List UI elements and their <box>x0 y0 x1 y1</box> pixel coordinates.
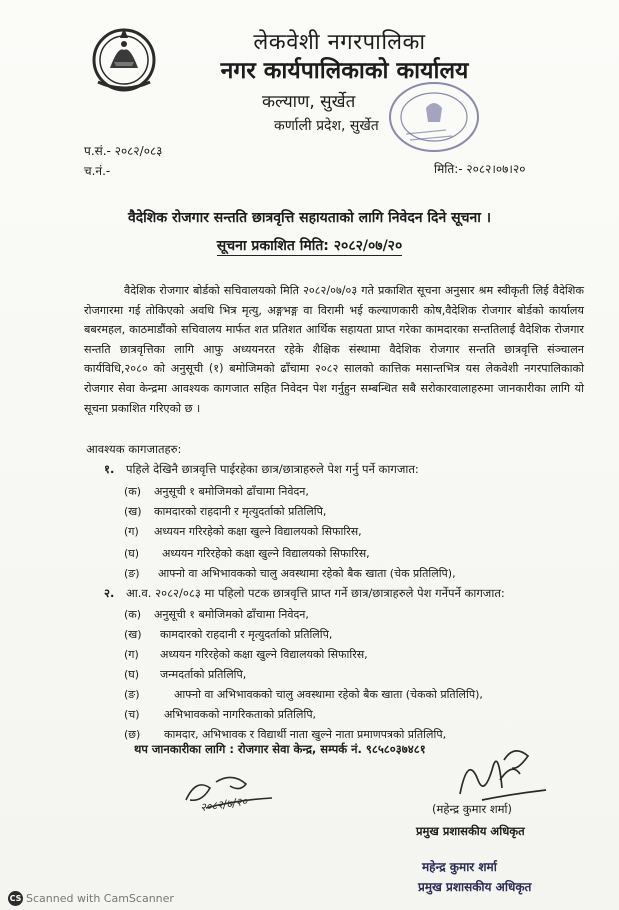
list-text: अनुसूची १ बमोजिमको ढाँचामा निवेदन, <box>154 485 309 498</box>
list-item <box>124 607 564 623</box>
list-marker: (ङ) <box>124 688 140 701</box>
published-date-text: सूचना प्रकाशित मिति: २०८२/०७/२० <box>216 238 403 254</box>
list-item <box>124 687 564 703</box>
list-marker: (ग) <box>124 525 139 538</box>
list-text: अध्ययन गरिरहेको कक्षा खुल्ने विद्यालयको सिफारिस, <box>154 525 362 538</box>
province-name: कर्णाली प्रदेश, सुर्खेत <box>274 118 379 134</box>
documents-heading: आवश्यक कागजातहरु: <box>86 442 182 456</box>
seal-designation: प्रमुख प्रशासकीय अधिकृत <box>418 880 532 894</box>
list-text: जन्मदर्ताको प्रतिलिपि, <box>160 668 247 681</box>
list-item <box>124 484 564 500</box>
list-marker: (क) <box>124 485 142 498</box>
dispatch-number: च.नं.- <box>84 164 111 178</box>
list-item <box>124 546 564 562</box>
list-marker: (छ) <box>124 728 141 741</box>
section-2-heading <box>104 586 505 601</box>
section-1-title: पहिले देखिनै छात्रवृत्ति पाईरहेका छात्र/छात्राहरुले पेश गर्नु पर्ने कागजात: <box>126 462 419 476</box>
notice-date: मिति:- २०८२।०७।२० <box>434 162 526 176</box>
office-stamp-icon <box>386 78 482 156</box>
list-marker: (च) <box>124 708 140 721</box>
office-name: नगर कार्यपालिकाको कार्यालय <box>220 58 469 84</box>
list-text: अध्ययन गरिरहेको कक्षा खुल्ने विद्यालयको सिफारिस, <box>162 547 370 560</box>
list-marker: (ख) <box>124 628 142 641</box>
section-2-title: आ.व. २०८२/०८३ मा पहिलो पटक छात्रवृत्ति प्राप्त गर्ने छात्र/छात्राहरुले पेश गर्नेपर्ने कागजात: <box>126 586 505 600</box>
section-1-heading <box>104 462 419 477</box>
scanner-watermark: Scanned with CamScanner <box>26 892 174 905</box>
signatory-name: (महेन्द्र कुमार शर्मा) <box>432 802 512 816</box>
officer-signature-icon <box>442 740 552 806</box>
fiscal-year-ref: प.सं.- २०८२/०८३ <box>84 144 163 158</box>
list-marker: (ङ) <box>124 567 140 580</box>
list-marker: (क) <box>124 608 142 621</box>
list-item <box>124 524 564 540</box>
contact-info: थप जानकारीका लागि : रोजगार सेवा केन्द्र, सम्पर्क नं. ९८५८०३७४८१ <box>134 742 426 756</box>
office-location: कल्याण, सुर्खेत <box>262 92 356 112</box>
list-item <box>124 627 564 643</box>
seal-name: महेन्द्र कुमार शर्मा <box>422 860 497 874</box>
section-2-number: २. <box>104 586 115 600</box>
list-marker: (घ) <box>124 668 140 681</box>
signatory-designation: प्रमुख प्रशासकीय अधिकृत <box>416 824 525 838</box>
list-item <box>124 504 564 520</box>
list-marker: (ख) <box>124 505 142 518</box>
list-marker: (घ) <box>124 547 140 560</box>
list-marker: (ग) <box>124 648 139 661</box>
list-item <box>124 566 564 582</box>
list-text: आफ्नो वा अभिभावकको चालु अवस्थामा रहेको बैक खाता (चेकको प्रतिलिपि), <box>174 688 483 701</box>
published-date <box>0 236 619 255</box>
list-text: आफ्नो वा अभिभावकको चालु अवस्थामा रहेको बैक खाता (चेक प्रतिलिपि), <box>158 567 456 580</box>
list-text: कामदारको राहदानी र मृत्युदर्ताको प्रतिलिपि, <box>154 505 327 518</box>
notice-title: वैदेशिक रोजगार सन्तति छात्रवृत्ति सहायताको लागि निवेदन दिने सूचना । <box>127 210 492 226</box>
list-text: अभिभावकको नागरिकताको प्रतिलिपि, <box>164 708 317 721</box>
notice-body: वैदेशिक रोजगार बोर्डको सचिवालयको मिति २०८२/०७/०३ गते प्रकाशित सूचना अनुसार श्रम स्वीकृती लिई वैदेशिक रोजगारमा गई तोकिएको अवधि भित्र मृत्यु, अङ्गभङ्ग वा विरामी भई कल्याणकारी कोष,वैदेशिक रोजगार बोर्डको कार्यालय बबरमहल, काठमाडौंको सचिवालय मार्फत शत प्रतिशत आर्थिक सहायता प्राप्त गरेका कामदारका सन्ततिलाई वैदेशिक रोजगार सन्तति छात्रवृत्तिका लागि आफु अध्ययनरत रहेके शैक्षिक संस्थामा वैदेशिक रोजगार सन्तति छात्रवृत्ति संञ्चालन कार्यविधि,२०८० को अनुसूची (१) बमोजिमको ढाँचामा २०८२ सालको कात्तिक मसान्तभित्र यस लेकवेशी नगरपालिकाको रोजगार सेवा केन्द्रमा आवश्यक कागजात सहित निवेदन पेश गर्नुहुन सम्बन्धित सबै सरोकारवालाहरुमा जानकारीका लागि यो सूचना प्रकाशित गरिएको छ । <box>84 284 584 415</box>
list-item <box>124 707 564 723</box>
list-text: अनुसूची १ बमोजिमको ढाँचामा निवेदन, <box>154 608 309 621</box>
camscanner-logo-icon: CS <box>8 891 23 906</box>
list-text: कामदारको राहदानी र मृत्युदर्ताको प्रतिलिपि, <box>160 628 333 641</box>
section-1-number: १. <box>104 462 115 476</box>
list-text: अध्ययन गरिरहेको कक्षा खुल्ने विद्यालयको सिफारिस, <box>160 648 368 661</box>
initials-date: २०८२/७/२० <box>199 794 249 815</box>
list-text: कामदार, अभिभावक र विद्यार्थी नाता खुल्ने नाता प्रमाणपत्रको प्रतिलिपि, <box>164 728 447 741</box>
list-item <box>124 667 564 683</box>
municipality-name: लेकवेशी नगरपालिका <box>253 30 426 55</box>
list-item <box>124 647 564 663</box>
